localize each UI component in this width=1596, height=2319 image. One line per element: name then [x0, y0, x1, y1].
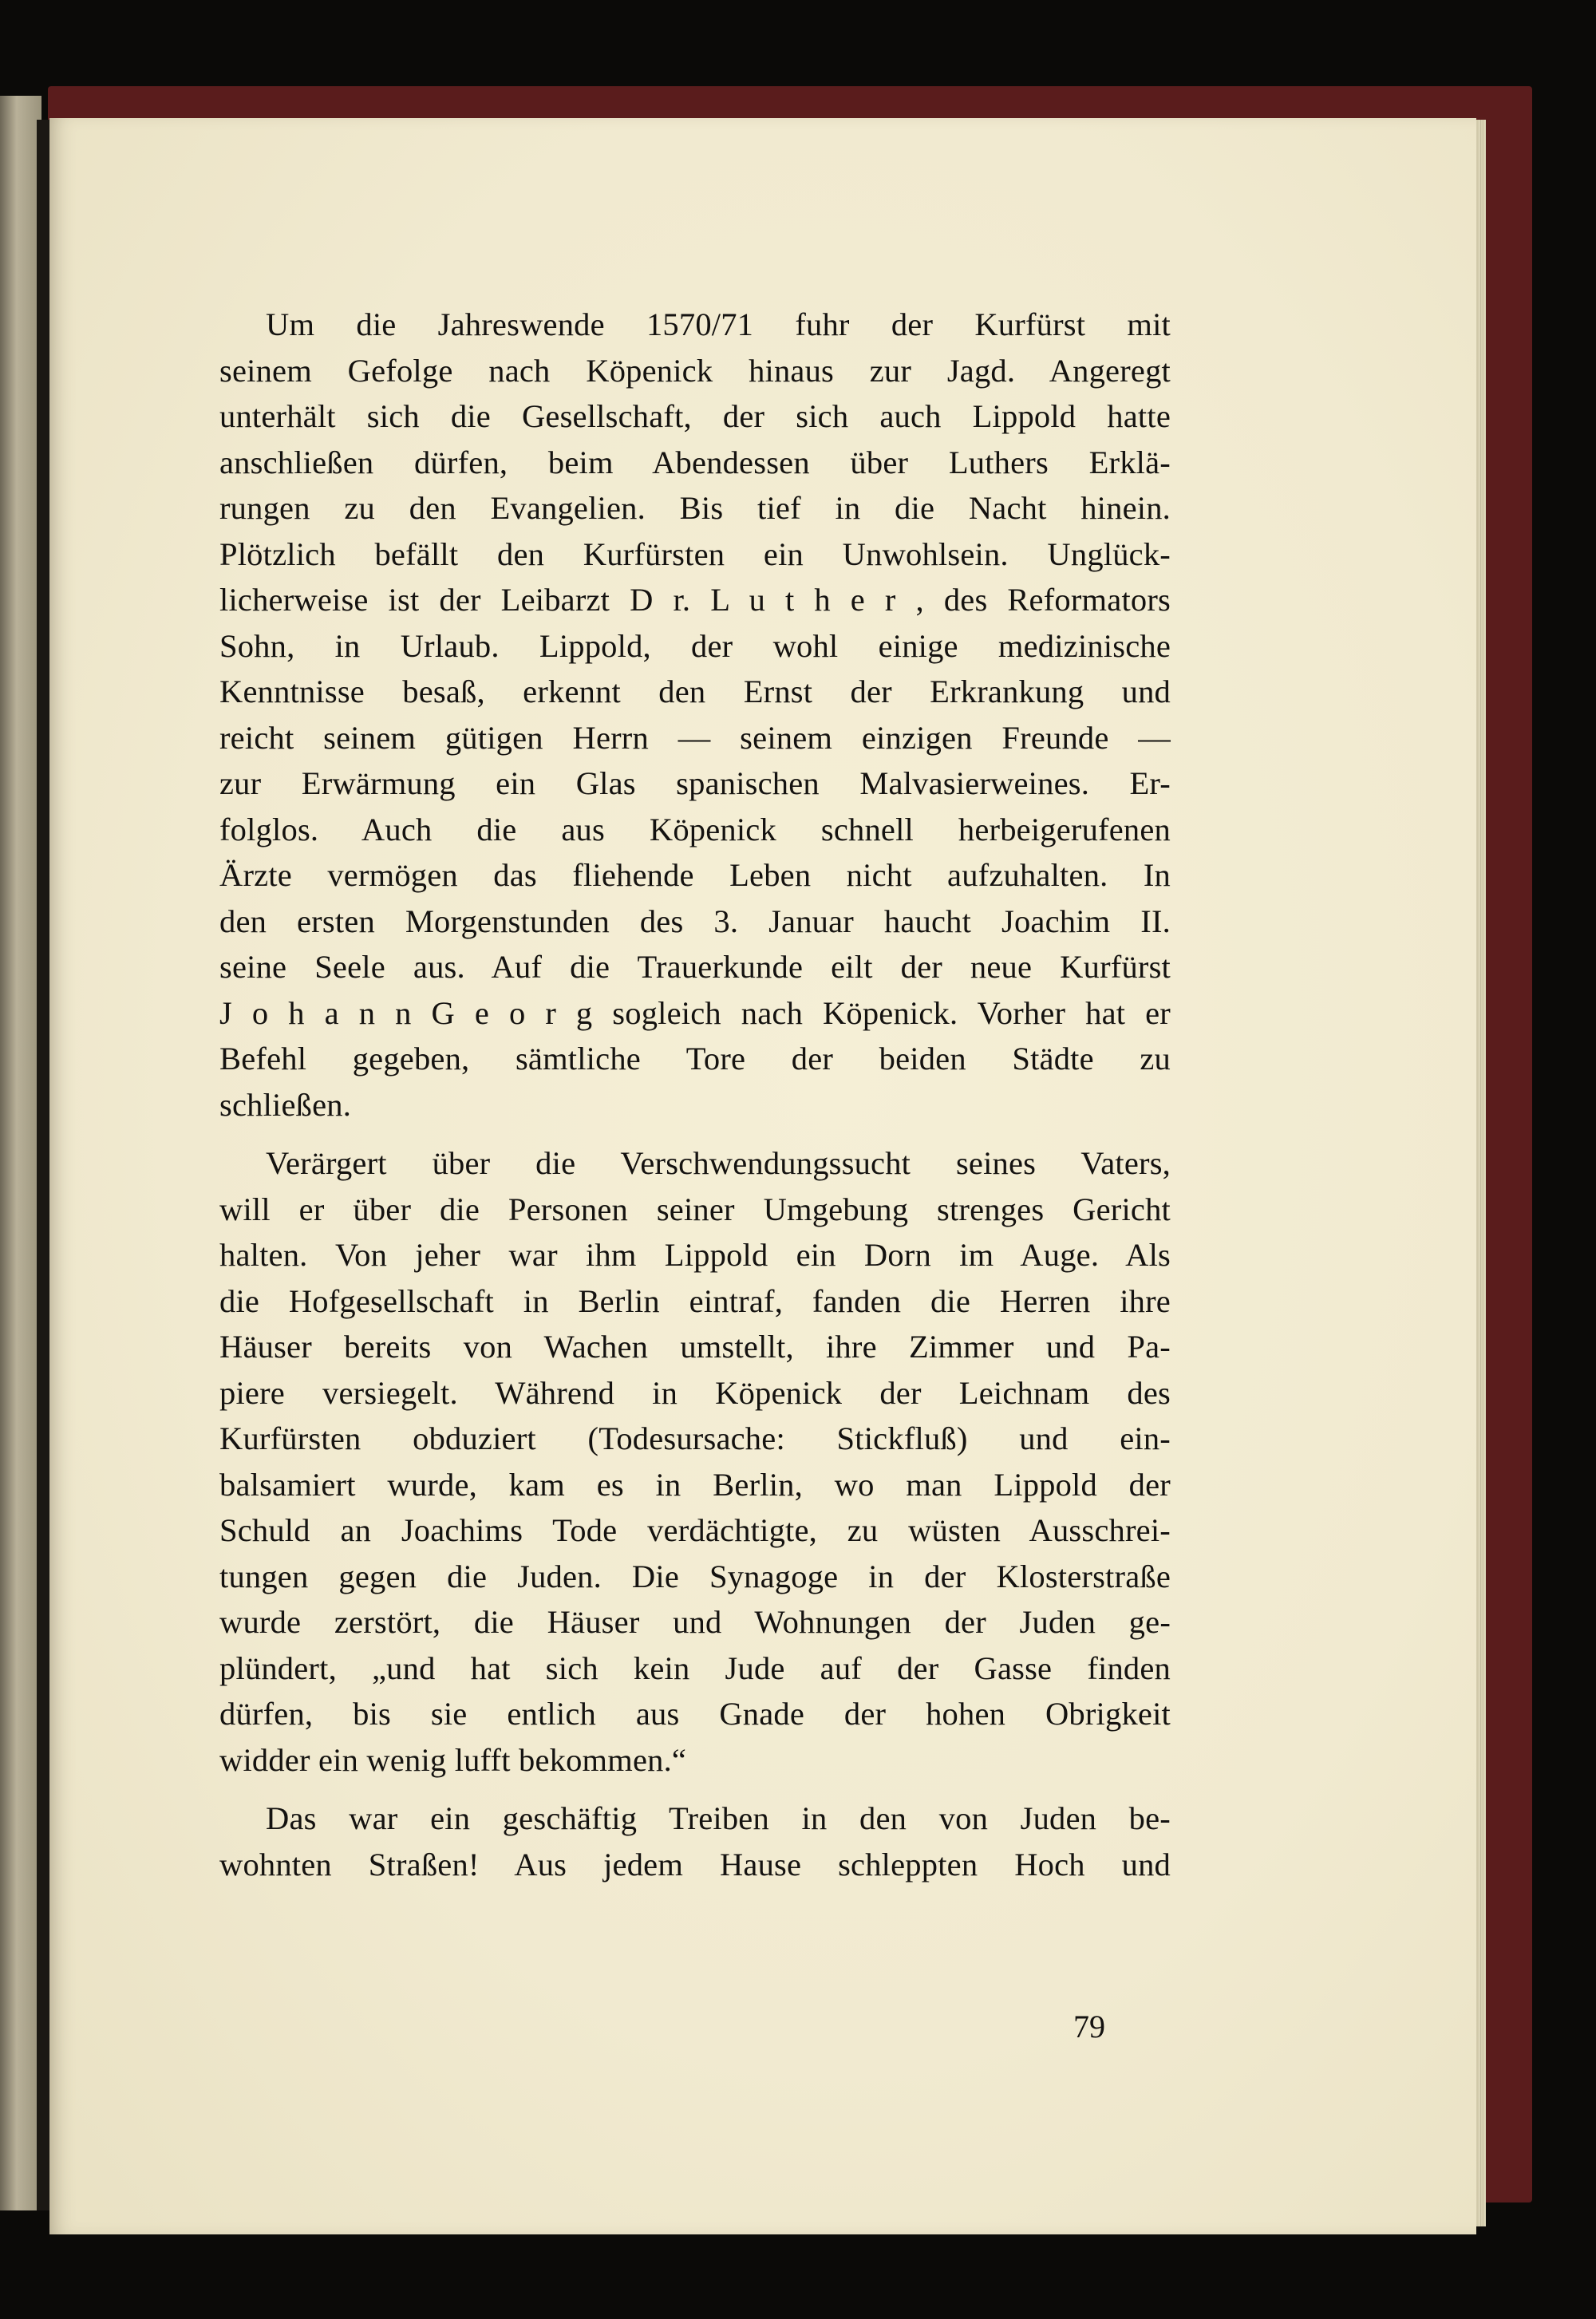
text-line: zur Erwärmung ein Glas spanischen Malvasierweines. Er- — [219, 765, 1171, 801]
text-line: Plötzlich befällt den Kurfürsten ein Unwohlsein. Unglück- — [219, 535, 1171, 572]
text-line: die Hofgesellschaft in Berlin eintraf, fanden die Herren ihre — [219, 1282, 1171, 1319]
book-page — [49, 118, 1476, 2234]
text-line: Kenntnisse besaß, erkennt den Ernst der Erkrankung und — [219, 674, 1171, 709]
text-line: wurde zerstört, die Häuser und Wohnungen der Juden ge- — [219, 1604, 1171, 1640]
text-line: Kurfürsten obduziert (Todesursache: Stickfluß) und ein- — [219, 1420, 1171, 1456]
text-line: widder ein wenig lufft bekommen.“ — [219, 1741, 687, 1778]
text-line: tungen gegen die Juden. Die Synagoge in der Klosterstraße — [219, 1558, 1171, 1594]
text-line: Schuld an Joachims Tode verdächtigte, zu wüsten Ausschrei- — [219, 1512, 1171, 1548]
text-line: unterhält sich die Gesellschaft, der sich auch Lippold hatte — [219, 398, 1171, 434]
text-line: Sohn, in Urlaub. Lippold, der wohl einige medizinische — [219, 627, 1171, 664]
text-line: wohnten Straßen! Aus jedem Hause schleppten Hoch und — [219, 1846, 1171, 1882]
page-number: 79 — [1073, 2009, 1105, 2044]
text-line: Befehl gegeben, sämtliche Tore der beiden Städte zu — [219, 1041, 1171, 1077]
text-line: dürfen, bis sie entlich aus Gnade der hohen Obrigkeit — [219, 1696, 1171, 1732]
text-line: Um die Jahreswende 1570/71 fuhr der Kurfürst mit — [266, 306, 1171, 342]
paragraph-1 — [219, 302, 1171, 1128]
text-line: balsamiert wurde, kam es in Berlin, wo man Lippold der — [219, 1466, 1171, 1503]
text-line: seine Seele aus. Auf die Trauerkunde eilt der neue Kurfürst — [219, 949, 1171, 985]
text-line: reicht seinem gütigen Herrn — seinem einzigen Freunde — — [219, 719, 1171, 756]
text-line: seinem Gefolge nach Köpenick hinaus zur Jagd. Angeregt — [219, 352, 1171, 389]
text-line: Häuser bereits von Wachen umstellt, ihre Zimmer und Pa- — [219, 1329, 1171, 1365]
paragraph-3 — [219, 1796, 1171, 1887]
text-line: rungen zu den Evangelien. Bis tief in die Nacht hinein. — [219, 490, 1171, 526]
text-line: Verärgert über die Verschwendungssucht seines Vaters, — [266, 1145, 1171, 1181]
text-line: anschließen dürfen, beim Abendessen über Luthers Erklä- — [219, 444, 1171, 480]
body-text — [219, 302, 1171, 1887]
text-line: folglos. Auch die aus Köpenick schnell herbeigerufenen — [219, 811, 1171, 847]
text-line: halten. Von jeher war ihm Lippold ein Dorn im Auge. Als — [219, 1237, 1171, 1273]
paragraph-2 — [219, 1140, 1171, 1783]
text-line: Ärzte vermögen das fliehende Leben nicht aufzuhalten. In — [219, 857, 1171, 893]
text-line: J o h a n n G e o r g sogleich nach Köpenick. Vorher hat er — [219, 994, 1171, 1031]
text-line: schließen. — [219, 1086, 352, 1123]
text-line: will er über die Personen seiner Umgebung strenges Gericht — [219, 1191, 1171, 1227]
text-line: Das war ein geschäftig Treiben in den von Juden be- — [266, 1800, 1171, 1836]
text-line: plündert, „und hat sich kein Jude auf der Gasse finden — [219, 1649, 1171, 1686]
text-line: piere versiegelt. Während in Köpenick der Leichnam des — [219, 1374, 1171, 1411]
text-line: den ersten Morgenstunden des 3. Januar haucht Joachim II. — [219, 903, 1171, 939]
text-line: licherweise ist der Leibarzt D r. L u t h e r , des Reformators — [219, 582, 1171, 618]
left-page-edge — [0, 96, 41, 2210]
